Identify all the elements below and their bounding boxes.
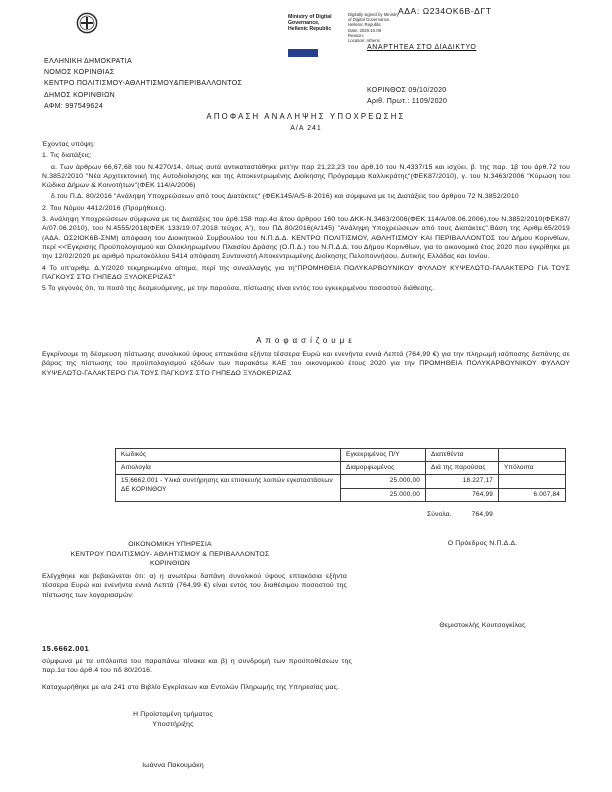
legal-item-4: 4 Το υπ'αριθμ. Δ.Υ/2020 τεκμηριωμένο αίτημα, περί της συναλλαγής για τη"ΠΡΟΜΗΘΕΙΑ ΠΟΛΥΚΑΡΒΟΥΝΙΚΟΥ ΦΥΛΛΟΥ ΚΥΨΕΛΩΤΟ-ΓΑΛΑΚΤΕΡΟ ΓΙΑ ΤΟΥΣ ΠΑΓΚΟΥΣ ΣΤΟ ΓΗΠΕΔΟ ΞΥΛΟΚΕΡΙΖΑΣ" <box>42 264 570 281</box>
legal-item-1a: α. Των άρθρων 66,67,68 του Ν.4270/14, όπως αυτά αντικαταστάθηκε μετ'ην παρ 21,22,23 του άρθ.10 του Ν.4337/15 και ισχύει, β. της παρ. 1β του άρθ.72 του Ν.3852/2010 "Νέα Αρχιτεκτονική της Αυτοδιοίκησης και της Αποκεντρωμένης Διοίκησης Πρόγραμμα Καλλικράτης"(ΦΕΚ87/2010), γ. του Ν.3463/2006 "Κύρωση του Κώδικα Δήμων & Κοινοτήτων"(ΦΕΚ 114/Α/2006) <box>42 163 570 190</box>
cell-present: 764,99 <box>426 488 499 501</box>
org-line-afm: ΑΦΜ: 997549624 <box>44 102 104 110</box>
ada-number: ΑΔΑ: Ω234ΟΚ6Β-ΔΓΤ <box>398 6 492 16</box>
org-line-republic: ΕΛΛΗΝΙΚΗ ΔΗΜΟΚΡΑΤΙΑ <box>44 58 132 65</box>
department-head-name: Ιωάννα Πακουμάκη <box>142 762 204 769</box>
issuing-authority-block <box>44 56 242 112</box>
having-regard-intro: Έχοντας υπόψη: <box>42 141 96 148</box>
finance-department-block <box>55 540 285 569</box>
legal-item-1d: δ.του Π.Δ. 80/2016 "Ανάληψη Υποχρεώσεων από τους Διατάκτες" (ΦΕΚ145/Α/5-8-2016) και σύμφωνα με τις Διατάξεις του άρθρου 72 Ν.3852/2010 <box>51 193 519 201</box>
ministry-name-line: Hellenic Republic <box>288 26 332 33</box>
cell-empty <box>499 475 566 488</box>
header-allocated: Διατεθέντα <box>426 449 499 462</box>
ministry-logo <box>288 49 318 57</box>
signature-line: Hellenic Republic <box>348 22 382 28</box>
header-code: Κωδικός <box>116 449 341 462</box>
president-title: Ο Πρόεδρος Ν.Π.Δ.Δ. <box>447 540 518 547</box>
registration-note: Καταχωρήθηκε με α/α 241 στο Βιβλίο Εγκρίσεων και Εντολών Πληρωμής της Υπηρεσίας μας. <box>42 684 340 691</box>
totals-value: 764,99 <box>471 511 493 518</box>
head-title-line: Η Προϊσταμένη τμήματος <box>133 711 213 718</box>
signature-line: Digitally signed by Ministry <box>348 12 399 17</box>
ministry-name <box>288 14 346 33</box>
legal-item-3: 3. Ανάληψη Υποχρεώσεων σύμφωνα με τις Διατάξεις του άρθ.158 παρ.4α &του άρθρου 160 του ΔΚΚ-Ν.3463/2006(ΦΕΚ 114/Α/08.06.2006),του Ν.3852/2010(ΦΕΚ87/Α/07.06.2010), του Ν.4555/2018(ΦΕΚ 133/19.07.2018 τεύχος Α'), του ΠΔ 80/2016(Α/145) "Ανάληψη Υποχρεώσεων από τους Διατάκτες".Βάση της Αριθμ.65/2019 (ΑΔΑ. ΩΣ2ΙΟΚ6Β-ΣΝΜ) απόφαση του Διοικητικού Συμβουλίου του Ν.Π.Δ.Δ. ΚΕΝΤΡΟ ΠΟΛΙΤΙΣΜΟΥ, ΑΘΛΗΤΙΣΜΟΥ ΚΑΙ ΠΕΡΙΒΑΛΛΟΝΤΟΣ του Δήμου Κορινθίων, περί <<Έγκρισης Προϋπολογισμού και Ολοκληρωμένου Πλαισίου Δράσης (Ο.Π.Δ.) του Ν.Π.Δ.Δ. του Δήμου Κορινθίων, για το οικονομικό έτος 2020 που εγκρίθηκε με την 12/02/2020 με αριθμό πρωτοκόλλου 5414 απόφαση Συντονιστή Αποκεντρωμένης Διοίκησης Πελοποννήσου, Δυτικής Ελλάδας και Ιονίου. <box>42 216 570 261</box>
signature-line: Reason: <box>348 32 365 38</box>
head-title-line: Υποστήριξης <box>152 721 194 728</box>
budget-table <box>115 448 566 502</box>
department-head-title-block <box>78 710 268 730</box>
verification-paragraph: Ελέγχθηκε και βεβαιώνεται ότι: α) η ανωτέρω δαπάνη συνολικού ύψους επτακόσια εξήντα τέσσερα Ευρώ και ενενήντα εννιά Λεπτά (764,99 €) είναι εντός του διαθέσιμου ποσοστού της πίστωσης των λογαριασμών: <box>42 573 347 599</box>
digital-signature-block <box>348 12 444 43</box>
header-justification: Αιτιολογία <box>116 462 341 475</box>
dept-line: ΟΙΚΟΝΟΜΙΚΗ ΥΠΗΡΕΣΙΑ <box>128 541 212 548</box>
signature-line: of Digital Governance, <box>348 17 391 23</box>
document-title: ΑΠΟΦΑΣΗ ΑΝΑΛΗΨΗΣ ΥΠΟΧΡΕΩΣΗΣ <box>206 112 406 121</box>
dept-line: ΚΟΡΙΝΘΙΩΝ <box>150 560 190 568</box>
verification-paragraph-2: σύμφωνα με τα υπόλοιπα του παραπάνω πίνακα και β) η συνδρομή των προϋποθέσεων της παρ.1α του άρθ.4 του πδ 80/2016. <box>42 658 352 675</box>
header-via-present: Διά της παρούσας <box>426 462 499 475</box>
signature-line: Location: Athens <box>348 38 380 44</box>
ministry-name-line: Ministry of Digital <box>288 14 332 20</box>
protocol-number: Αριθ. Πρωτ.: 1109/2020 <box>367 98 448 105</box>
signature-line: Date: 2020.10.09 <box>348 27 381 33</box>
cell-code-description: 15.6662.001 - Υλικά συντήρησης και επισκευής λοιπών εγκαταστάσεων ΔΕ ΚΟΡΙΝΘΟΥ <box>116 475 341 501</box>
table-row <box>116 475 566 488</box>
legal-item-2: 2. Του Νόμου 4412/2016 (Προμήθειες). <box>42 204 167 212</box>
decision-heading: Αποφασίζουμε <box>256 336 356 345</box>
dept-line: ΚΕΝΤΡΟΥ ΠΟΛΙΤΙΣΜΟΥ- ΑΘΛΗΤΙΣΜΟΥ & ΠΕΡΙΒΑΛΛΟΝΤΟΣ <box>70 550 270 558</box>
account-code: 15.6662.001 <box>42 644 90 653</box>
cell-allocated: 18.227,17 <box>426 475 499 488</box>
table-header-row-2 <box>116 462 566 475</box>
internet-posting-label: ΑΝΑΡΤΗΤΕΑ ΣΤΟ ΔΙΑΔΙΚΤΥΟ <box>367 44 477 51</box>
org-line-center: ΚΕΝΤΡΟ ΠΟΛΙΤΙΣΜΟΥ-ΑΘΛΗΤΙΣΜΟΥ&ΠΕΡΙΒΑΛΛΟΝΤΟΣ <box>44 80 243 88</box>
hellenic-republic-emblem-icon <box>76 12 98 34</box>
cell-approved: 25.000,00 <box>341 475 426 488</box>
header-approved-budget: Εγκεκριμένος Π/Υ <box>341 449 426 462</box>
decision-paragraph: Εγκρίνουμε τη δέσμευση πίστωσης συνολικού ύψους επτακόσια εξήντα τέσσερα Ευρώ και ενενήντα εννιά Λεπτά (764,99 €) για την πληρωμή ισόποσης δαπάνης σε βάρος της πίστωσης του προϋπολογισμού εξόδων των παρακάτω ΚΑΕ του οικονομικού έτους 2020 για την ΠΡΟΜΗΘΕΙΑ ΠΟΛΥΚΑΡΒΟΥΝΙΚΟΥ ΦΥΛΛΟΥ ΚΥΨΕΛΩΤΟ-ΓΑΛΑΚΤΕΡΟ ΓΙΑ ΤΟΥΣ ΠΑΓΚΟΥΣ ΣΤΟ ΓΗΠΕΔΟ ΞΥΛΟΚΕΡΙΖΑΣ <box>42 351 570 377</box>
legal-item-1: 1. Τις διατάξεις: <box>42 152 92 160</box>
table-header-row-1 <box>116 449 566 462</box>
totals-label: Σύνολα. <box>427 511 452 518</box>
header-formed: Διαμορφωμένος <box>341 462 426 475</box>
header-remaining: Υπόλοιπα <box>499 462 566 475</box>
cell-remaining: 6.007,84 <box>499 488 566 501</box>
org-line-prefecture: ΝΟΜΟΣ ΚΟΡΙΝΘΙΑΣ <box>44 69 115 77</box>
header-empty <box>499 449 566 462</box>
legal-item-5: 5 Το γεγονός ότι, το ποσό της δεσμευόμενης, με την παρούσα, πίστωσης είναι εντός του εγκεκριμένου ποσοστού διάθεσης. <box>42 285 435 293</box>
org-line-municipality: ΔΗΜΟΣ ΚΟΡΙΝΘΙΩΝ <box>44 91 116 99</box>
case-number: Α/Α 241 <box>290 125 322 132</box>
cell-formed: 25.000,00 <box>341 488 426 501</box>
president-name: Θεμιστοκλής Κουτσογκίλας <box>439 622 526 629</box>
city-date: ΚΟΡΙΝΘΟΣ 09/10/2020 <box>367 87 447 94</box>
ministry-name-line: Governance, <box>288 20 320 27</box>
legal-basis-section <box>42 140 570 295</box>
